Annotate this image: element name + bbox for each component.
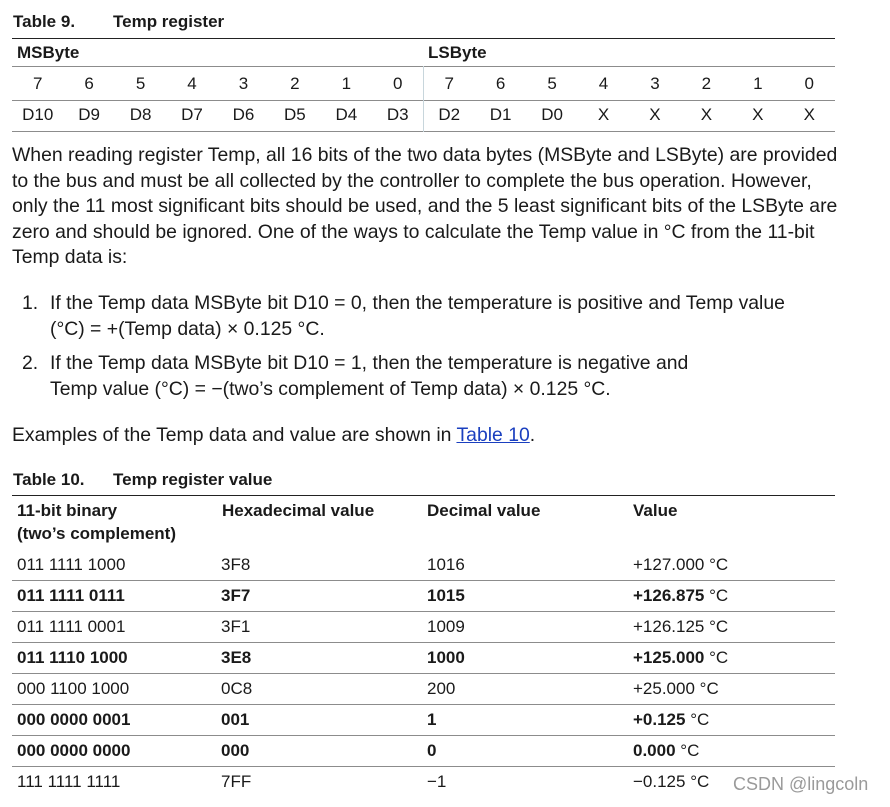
examples-paragraph <box>12 423 842 449</box>
header-binary-line2: (two’s complement) <box>17 524 176 543</box>
list-item-line: If the Temp data MSByte bit D10 = 1, then the temperature is negative and <box>50 352 689 374</box>
cell-decimal: 0 <box>427 741 437 760</box>
bit-name: D5 <box>284 105 306 124</box>
list-item-line: (°C) = +(Temp data) × 0.125 °C. <box>50 317 325 340</box>
cell-binary: 000 1100 1000 <box>17 679 130 698</box>
bit-name: X <box>752 105 764 124</box>
table10-link[interactable]: Table 10 <box>456 424 530 446</box>
cell-value <box>633 710 709 730</box>
cell-binary: 011 1110 1000 <box>17 648 128 667</box>
cell-value <box>633 555 728 575</box>
header-binary-line1: 11-bit binary <box>17 501 118 520</box>
cell-value <box>633 679 719 699</box>
bit-position: 2 <box>290 74 300 93</box>
list-item-line: Temp value (°C) = −(two’s complement of Temp data) × 0.125 °C. <box>50 377 611 400</box>
table10-title: Temp register value <box>113 470 273 489</box>
row-rule <box>12 642 835 643</box>
cell-decimal: 1016 <box>427 555 465 574</box>
cell-decimal: −1 <box>427 772 447 791</box>
table9-caption <box>13 12 224 32</box>
header-binary <box>17 499 176 545</box>
header-hex: Hexadecimal value <box>222 501 375 520</box>
cell-decimal: 1000 <box>427 648 465 667</box>
bit-position: 1 <box>753 74 763 93</box>
value-unit: °C <box>704 586 729 605</box>
cell-hex: 0C8 <box>221 679 253 698</box>
bit-position: 1 <box>341 74 352 93</box>
watermark: CSDN @lingcoln <box>733 774 869 794</box>
list-item-line: If the Temp data MSByte bit D10 = 0, then the temperature is positive and Temp value <box>50 292 785 314</box>
cell-hex: 000 <box>221 741 250 760</box>
bit-position: 7 <box>32 74 43 93</box>
header-value: Value <box>633 501 678 520</box>
bit-name: D2 <box>438 105 461 124</box>
value-number: +125.000 <box>633 648 705 667</box>
cell-decimal: 1015 <box>427 586 465 605</box>
row-rule <box>12 766 835 767</box>
cell-value <box>633 586 728 606</box>
intro-paragraph: When reading register Temp, all 16 bits of the two data bytes (MSByte and LSByte) are provided to the bus and must be all collected by the controller to complete the bus operation. However, only the 11 most significant bits should be used, and the 5 least significant bits of the LSByte are zero and should be ignored. One of the ways to calculate the Temp value in °C from the 11-bit Temp data is: <box>12 144 838 269</box>
cell-binary: 111 1111 1111 <box>17 772 121 791</box>
table10-top-rule <box>12 495 835 496</box>
cell-value <box>633 617 728 637</box>
cell-hex: 001 <box>221 710 250 729</box>
row-rule <box>12 735 835 736</box>
bit-name: D3 <box>386 105 409 124</box>
cell-binary: 000 0000 0000 <box>17 741 131 760</box>
value-number: +0.125 <box>633 710 686 729</box>
lsbyte-label: LSByte <box>428 43 487 62</box>
cell-value <box>633 741 699 761</box>
row-rule <box>12 580 835 581</box>
cell-binary: 011 1111 1000 <box>17 555 126 574</box>
bit-position: 0 <box>393 74 403 93</box>
row-rule <box>12 611 835 612</box>
cell-hex: 3E8 <box>221 648 252 667</box>
examples-suffix: . <box>529 424 536 446</box>
value-number: +126.875 <box>633 586 705 605</box>
bit-position: 7 <box>444 74 454 93</box>
bit-name: X <box>803 105 815 124</box>
byte-divider <box>423 66 424 132</box>
bit-position: 0 <box>804 74 815 93</box>
cell-hex: 7FF <box>221 772 252 791</box>
bit-name: X <box>700 105 713 124</box>
cell-decimal: 1009 <box>427 617 465 636</box>
bit-name: D6 <box>232 105 255 124</box>
cell-decimal: 200 <box>427 679 456 698</box>
cell-decimal: 1 <box>427 710 437 729</box>
bit-name: D1 <box>489 105 512 124</box>
value-unit: °C <box>704 555 729 574</box>
value-unit: °C <box>685 772 710 791</box>
value-number: 0.000 <box>633 741 676 760</box>
cell-binary: 011 1111 0111 <box>17 586 125 605</box>
bit-name: D10 <box>22 105 54 124</box>
value-unit: °C <box>675 741 700 760</box>
cell-value <box>633 648 728 668</box>
bit-name: D8 <box>129 105 152 124</box>
row-rule <box>12 673 835 674</box>
bit-position: 5 <box>135 74 146 93</box>
value-number: +126.125 <box>633 617 705 636</box>
bit-name: D4 <box>335 105 358 124</box>
list-number: 2. <box>22 352 39 374</box>
bit-position: 4 <box>187 74 197 93</box>
header-decimal: Decimal value <box>427 501 541 520</box>
bit-name: D7 <box>181 105 203 124</box>
table9-title: Temp register <box>113 12 225 31</box>
value-unit: °C <box>685 710 710 729</box>
examples-prefix: Examples of the Temp data and value are shown in <box>12 424 457 446</box>
cell-binary: 000 0000 0001 <box>17 710 131 729</box>
list-item <box>50 291 840 342</box>
value-number: +127.000 <box>633 555 705 574</box>
cell-binary: 011 1111 0001 <box>17 617 126 636</box>
value-number: −0.125 <box>633 772 686 791</box>
bit-position: 3 <box>650 74 660 93</box>
bit-position: 6 <box>495 74 506 93</box>
bit-position: 5 <box>547 74 557 93</box>
table10-number: Table 10. <box>13 470 85 489</box>
cell-hex: 3F7 <box>221 586 251 605</box>
cell-hex: 3F1 <box>221 617 251 636</box>
bit-name: X <box>649 105 661 124</box>
bit-position: 4 <box>598 74 609 93</box>
list-item <box>50 351 840 402</box>
bit-name: D9 <box>78 105 101 124</box>
bit-position: 3 <box>238 74 249 93</box>
list-number: 1. <box>22 292 39 314</box>
bit-position: 2 <box>701 74 712 93</box>
bit-name: D0 <box>541 105 563 124</box>
bit-name: X <box>597 105 610 124</box>
table9-top-rule <box>12 38 835 39</box>
msbyte-label: MSByte <box>17 43 80 62</box>
value-unit: °C <box>704 648 729 667</box>
bit-position: 6 <box>84 74 94 93</box>
value-number: +25.000 <box>633 679 695 698</box>
value-unit: °C <box>704 617 729 636</box>
cell-hex: 3F8 <box>221 555 251 574</box>
table9-number: Table 9. <box>13 12 76 31</box>
table10-caption <box>13 470 272 490</box>
row-rule <box>12 704 835 705</box>
value-unit: °C <box>694 679 719 698</box>
cell-value <box>633 772 709 792</box>
